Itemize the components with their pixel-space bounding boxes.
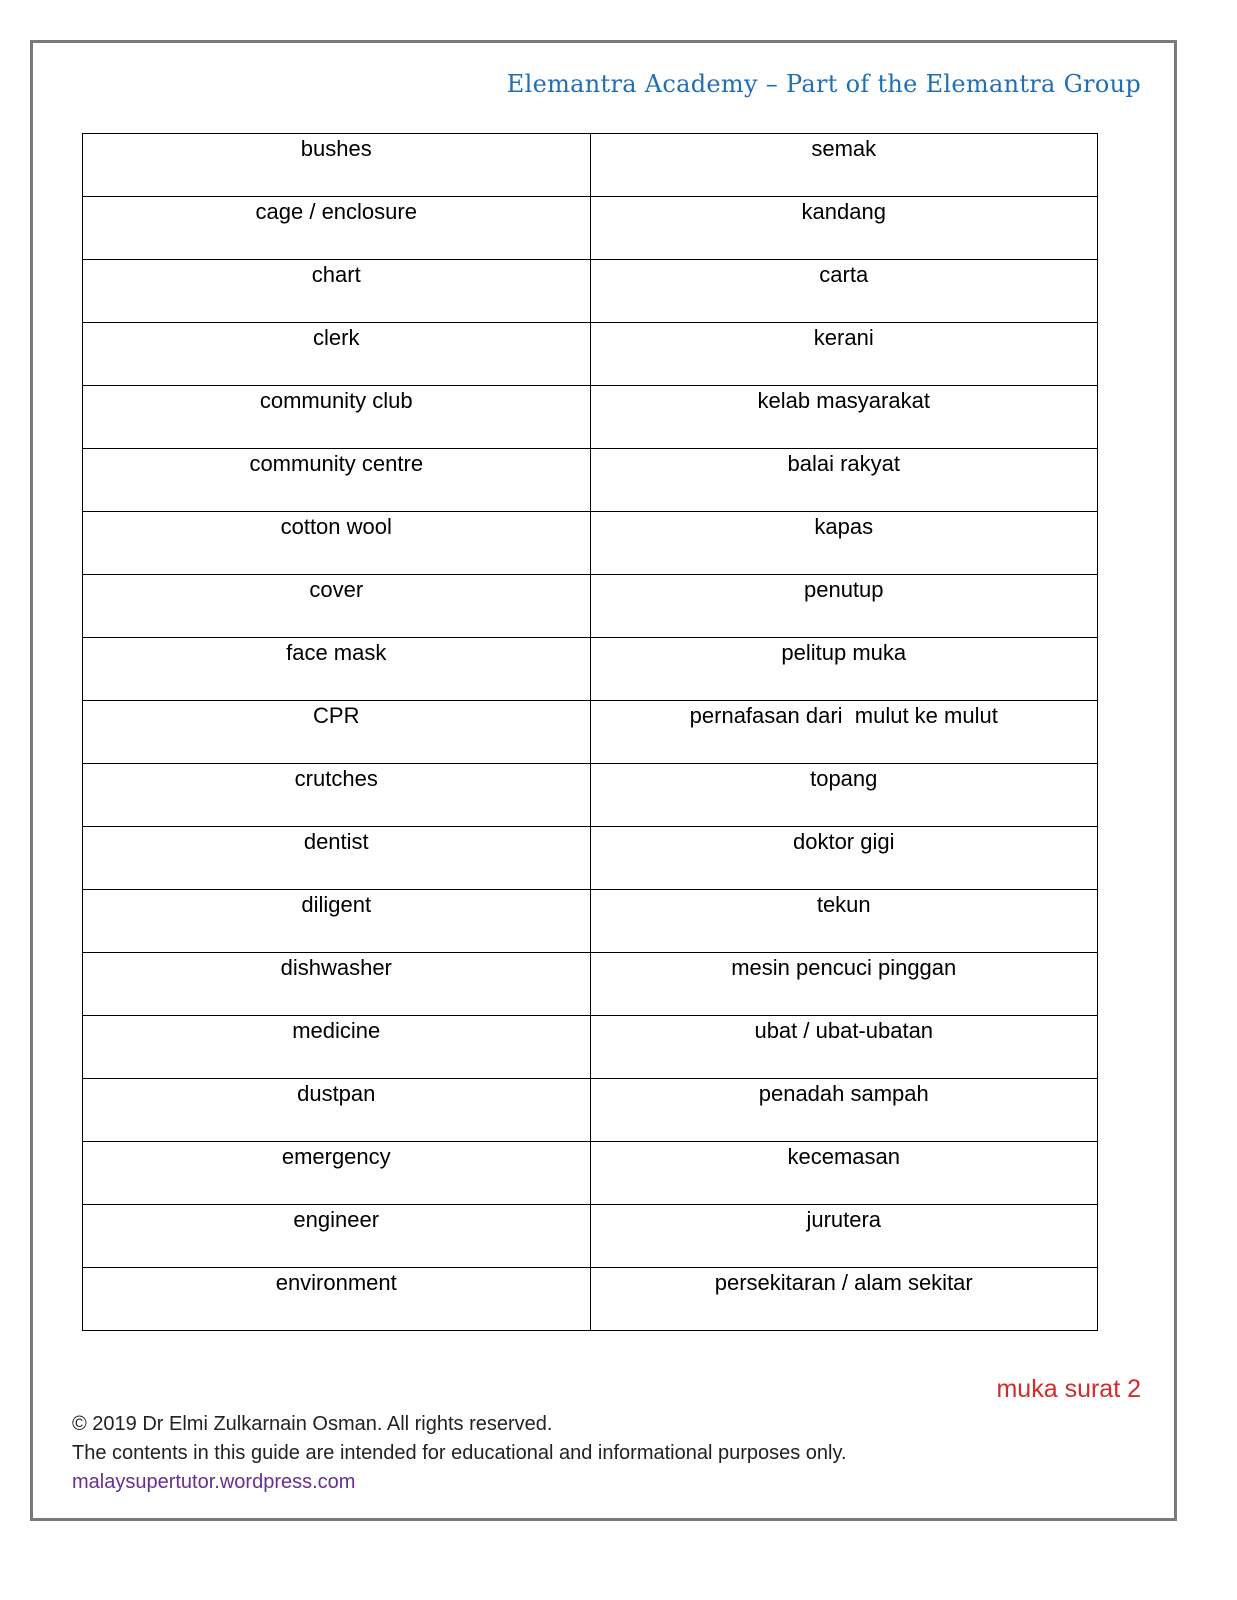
english-cell — [83, 953, 591, 1016]
table-row — [83, 197, 1098, 260]
header-title: Elemantra Academy – Part of the Elemantra Group — [506, 70, 1141, 98]
english-cell — [83, 134, 591, 197]
malay-cell — [590, 134, 1098, 197]
table-row — [83, 449, 1098, 512]
table-row — [83, 512, 1098, 575]
malay-cell — [590, 386, 1098, 449]
malay-cell — [590, 701, 1098, 764]
malay-word: doktor gigi — [792, 829, 895, 854]
english-word: dentist — [303, 829, 369, 854]
malay-cell — [590, 260, 1098, 323]
malay-word: balai rakyat — [787, 451, 900, 476]
english-cell — [83, 197, 591, 260]
malay-cell — [590, 575, 1098, 638]
english-cell — [83, 1142, 591, 1205]
table-row — [83, 827, 1098, 890]
english-word: emergency — [281, 1144, 391, 1169]
english-cell — [83, 1268, 591, 1331]
english-cell — [83, 260, 591, 323]
english-word: cage / enclosure — [255, 199, 417, 224]
english-word: chart — [311, 262, 361, 287]
table-row — [83, 1079, 1098, 1142]
website-link[interactable]: malaysupertutor.wordpress.com — [72, 1471, 356, 1493]
malay-word: kandang — [801, 199, 886, 224]
table-row — [83, 638, 1098, 701]
copyright-text: © 2019 Dr Elmi Zulkarnain Osman. All rights reserved. — [72, 1413, 553, 1435]
malay-word: carta — [819, 262, 869, 287]
english-word: medicine — [292, 1018, 381, 1043]
malay-cell — [590, 1079, 1098, 1142]
table-row — [83, 575, 1098, 638]
english-cell — [83, 638, 591, 701]
malay-word: ubat / ubat-ubatan — [754, 1018, 934, 1043]
english-cell — [83, 512, 591, 575]
english-word: face mask — [286, 640, 387, 665]
table-row — [83, 890, 1098, 953]
english-cell — [83, 764, 591, 827]
malay-word: mesin pencuci pinggan — [731, 955, 957, 980]
malay-cell — [590, 1142, 1098, 1205]
table-row — [83, 1142, 1098, 1205]
malay-cell — [590, 827, 1098, 890]
malay-word: persekitaran / alam sekitar — [714, 1270, 973, 1295]
table-row — [83, 764, 1098, 827]
table-row — [83, 260, 1098, 323]
english-word: diligent — [301, 892, 372, 917]
page-number: muka surat 2 — [996, 1375, 1141, 1403]
english-word: engineer — [293, 1207, 380, 1232]
english-cell — [83, 701, 591, 764]
english-word: cotton wool — [280, 514, 392, 539]
malay-word: pernafasan dari mulut ke mulut — [689, 703, 998, 728]
english-word: dishwasher — [280, 955, 392, 980]
malay-cell — [590, 1268, 1098, 1331]
english-word: community club — [259, 388, 413, 413]
english-word: community centre — [249, 451, 424, 476]
malay-word: jurutera — [806, 1207, 882, 1232]
english-word: bushes — [300, 136, 372, 161]
malay-cell — [590, 764, 1098, 827]
english-word: dustpan — [297, 1081, 376, 1106]
english-cell — [83, 1016, 591, 1079]
table-row — [83, 1016, 1098, 1079]
footer — [72, 1410, 847, 1497]
english-cell — [83, 575, 591, 638]
english-cell — [83, 1079, 591, 1142]
malay-cell — [590, 323, 1098, 386]
table-row — [83, 701, 1098, 764]
table-row — [83, 953, 1098, 1016]
malay-word: tekun — [816, 892, 871, 917]
malay-word: penadah sampah — [758, 1081, 929, 1106]
table-row — [83, 1268, 1098, 1331]
table-row — [83, 134, 1098, 197]
disclaimer-text: The contents in this guide are intended for educational and informational purposes only. — [72, 1442, 847, 1464]
table-row — [83, 323, 1098, 386]
english-cell — [83, 449, 591, 512]
english-cell — [83, 323, 591, 386]
malay-cell — [590, 512, 1098, 575]
malay-word: kapas — [814, 514, 874, 539]
malay-cell — [590, 890, 1098, 953]
malay-cell — [590, 449, 1098, 512]
english-word: crutches — [294, 766, 378, 791]
table-row — [83, 386, 1098, 449]
english-cell — [83, 890, 591, 953]
malay-word: semak — [811, 136, 877, 161]
malay-word: kelab masyarakat — [757, 388, 930, 413]
malay-word: kerani — [813, 325, 874, 350]
malay-cell — [590, 1205, 1098, 1268]
vocabulary-table — [82, 133, 1098, 1331]
english-word: CPR — [313, 703, 360, 728]
table-row — [83, 1205, 1098, 1268]
malay-cell — [590, 1016, 1098, 1079]
english-word: cover — [309, 577, 364, 602]
english-word: environment — [275, 1270, 397, 1295]
malay-word: penutup — [803, 577, 884, 602]
english-cell — [83, 1205, 591, 1268]
english-cell — [83, 386, 591, 449]
malay-word: topang — [810, 766, 878, 791]
malay-word: pelitup muka — [781, 640, 907, 665]
malay-word: kecemasan — [787, 1144, 900, 1169]
english-word: clerk — [313, 325, 360, 350]
english-cell — [83, 827, 591, 890]
vocabulary-table-body — [83, 134, 1098, 1331]
malay-cell — [590, 638, 1098, 701]
malay-cell — [590, 953, 1098, 1016]
malay-cell — [590, 197, 1098, 260]
